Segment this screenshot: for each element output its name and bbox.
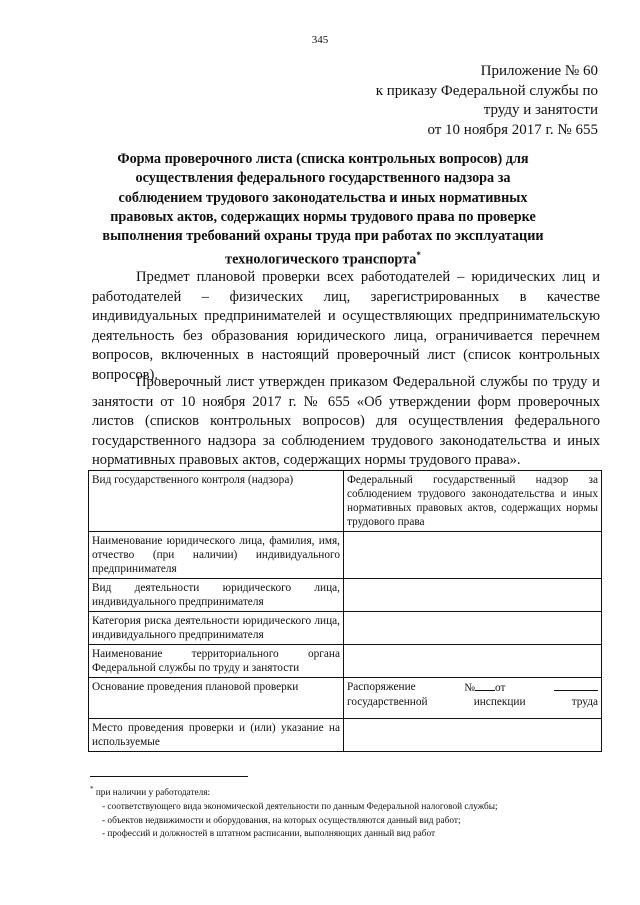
row-label: Категория риска деятельности юридического лица, индивидуального предпринимателя [89,612,344,645]
footnote-item: - объектов недвижимости и оборудования, на которых осуществляются данный вид работ; [102,815,461,826]
footnote-intro-text: при наличии у работодателя: [95,788,211,799]
table-row [89,532,602,579]
order-no-sign: № [464,682,475,694]
paragraph-inspection-subject: Предмет плановой проверки всех работодателей – юридических лиц и работодателей – физических лиц, зарегистрированных в качестве индивидуальных предпринимателей и осуществляющих предпринимательскую деятельность без образования юридического лица, ограничивается перечнем вопросов, включенных в настоящий проверочный лист (список контрольных вопросов). [92,269,600,383]
row-label: Наименование территориального органа Федеральной службы по труду и занятости [89,645,344,678]
title-text: Форма проверочного листа (списка контрольных вопросов) для осуществления федерального государственного надзора за соблюдением трудового законодательства и иных нормативных правовых актов, содержащих нормы трудового права по проверке выполнения требований охраны труда при работах по эксплуатации технологического транспорта [102,151,544,269]
table-row [89,579,602,612]
table-row [89,719,602,752]
row-value-field[interactable] [344,532,602,579]
order-line [347,680,598,695]
row-value-field[interactable] [344,645,602,678]
row-label: Наименование юридического лица, фамилия, имя, отчество (при наличии) индивидуального предпринимателя [89,532,344,579]
row-value-field[interactable] [344,612,602,645]
order-date-blank[interactable] [554,680,598,691]
order-from: от [494,682,506,694]
footnote-divider [90,776,248,777]
paragraph-approval: Проверочный лист утвержден приказом Федеральной службы по труду и занятости от 10 ноября 2017 г. № 655 «Об утверждении форм проверочных листов (списков контрольных вопросов) для осуществления федерального государственного надзора за соблюдением трудового законодательства и иных нормативных правовых актов, содержащих нормы трудового права». [92,374,600,468]
table-row [89,645,602,678]
appendix-line: к приказу Федеральной службы по [375,82,598,99]
order-inspection: государственной инспекции труда [347,696,598,708]
row-value: Федеральный государственный надзор за соблюдением трудового законодательства и иных нормативных правовых актов, содержащих нормы трудового права [344,471,602,532]
row-value-field[interactable] [344,579,602,612]
page-number: 345 [311,34,329,46]
appendix-line: труду и занятости [483,102,598,118]
order-word: Распоряжение [347,681,416,693]
appendix-header [376,62,598,140]
inspection-info-table [88,470,602,752]
footnote-item: - соответствующего вида экономической деятельности по данным Федеральной налоговой службы; [102,801,498,812]
order-number [464,680,505,695]
row-label: Вид государственного контроля (надзора) [89,471,344,532]
row-label: Основание проведения плановой проверки [89,678,344,719]
footnote [90,783,610,842]
table-row [89,612,602,645]
order-reference [344,678,602,719]
appendix-line: Приложение № 60 [480,63,598,79]
title-footnote-marker: * [416,250,421,261]
appendix-line: от 10 ноября 2017 г. № 655 [427,121,598,138]
footnote-item: - профессий и должностей в штатном расписании, выполняющих данный вид работ [102,829,436,840]
row-label: Вид деятельности юридического лица, индивидуального предпринимателя [89,579,344,612]
footnote-intro [90,783,610,801]
footnote-marker: * [90,785,94,793]
document-title [92,150,554,271]
row-value-field[interactable] [344,719,602,752]
table-row [89,678,602,719]
row-label: Место проведения проверки и (или) указание на используемые [89,719,344,752]
order-number-blank[interactable] [475,680,495,691]
table-row [89,471,602,532]
